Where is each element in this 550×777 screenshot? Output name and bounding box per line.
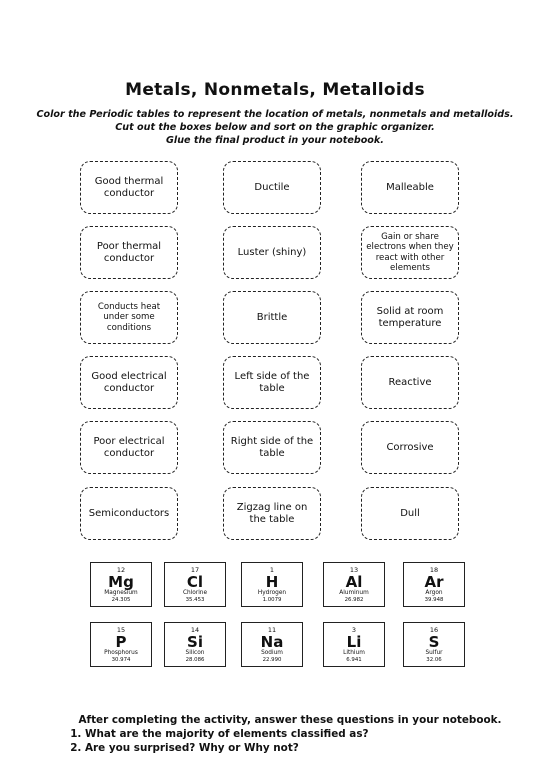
element-name: Phosphorus — [104, 650, 138, 656]
question-item: 1. What are the majority of elements classified as? — [85, 727, 550, 741]
element-name: Chlorine — [182, 590, 208, 596]
card-brittle[interactable]: Brittle — [223, 291, 321, 344]
element-mass: 32.06 — [426, 657, 442, 663]
card-conducts-heat-some-conditions[interactable]: Conducts heat under some conditions — [80, 291, 178, 344]
card-right-side-of-table[interactable]: Right side of the table — [223, 421, 321, 474]
element-tile-na[interactable] — [241, 622, 303, 667]
instruction-line-2: Cut out the boxes below and sort on the graphic organizer. — [115, 122, 435, 133]
element-mass: 22.990 — [262, 657, 282, 663]
element-symbol: Ar — [424, 573, 444, 591]
element-symbol: P — [115, 633, 127, 651]
element-symbol: H — [265, 573, 279, 591]
footer-lead: After completing the activity, answer these questions in your notebook. — [78, 714, 502, 726]
instruction-line-1: Color the Periodic tables to represent the location of metals, nonmetals and metalloids. — [36, 109, 514, 120]
element-name: Magnesium — [104, 590, 138, 596]
element-tile-ar[interactable] — [403, 562, 465, 607]
card-gain-or-share-electrons[interactable]: Gain or share electrons when they react with other elements — [361, 226, 459, 279]
element-number: 3 — [351, 626, 357, 634]
element-name: Lithium — [343, 650, 365, 656]
element-mass: 39.948 — [424, 597, 444, 603]
element-number: 18 — [429, 566, 439, 574]
element-number: 14 — [190, 626, 200, 634]
element-name: Hydrogen — [257, 590, 287, 596]
element-tile-li[interactable] — [323, 622, 385, 667]
card-corrosive[interactable]: Corrosive — [361, 421, 459, 474]
element-name: Sulfur — [425, 650, 443, 656]
element-name: Sodium — [261, 650, 283, 656]
element-mass: 28.086 — [185, 657, 205, 663]
footer-questions — [0, 713, 550, 755]
element-tile-h[interactable] — [241, 562, 303, 607]
element-tile-si[interactable] — [164, 622, 226, 667]
element-tile-p[interactable] — [90, 622, 152, 667]
page-title: Metals, Nonmetals, Metalloids — [125, 80, 425, 100]
card-poor-thermal-conductor[interactable]: Poor thermal conductor — [80, 226, 178, 279]
element-mass: 35.453 — [185, 597, 205, 603]
card-reactive[interactable]: Reactive — [361, 356, 459, 409]
element-name: Aluminum — [339, 590, 369, 596]
element-symbol: Na — [260, 633, 284, 651]
element-number: 16 — [429, 626, 439, 634]
element-symbol: Si — [187, 633, 203, 651]
card-good-thermal-conductor[interactable]: Good thermal conductor — [80, 161, 178, 214]
element-number: 1 — [269, 566, 275, 574]
element-mass: 24.305 — [111, 597, 131, 603]
element-number: 12 — [116, 566, 126, 574]
element-symbol: Cl — [186, 573, 204, 591]
card-solid-at-room-temperature[interactable]: Solid at room temperature — [361, 291, 459, 344]
element-number: 15 — [116, 626, 126, 634]
card-ductile[interactable]: Ductile — [223, 161, 321, 214]
element-mass: 1.0079 — [262, 597, 282, 603]
element-tile-mg[interactable] — [90, 562, 152, 607]
element-tile-al[interactable] — [323, 562, 385, 607]
element-tile-cl[interactable] — [164, 562, 226, 607]
element-name: Silicon — [185, 650, 205, 656]
element-name: Argon — [425, 590, 443, 596]
element-symbol: Li — [346, 633, 362, 651]
element-tile-s[interactable] — [403, 622, 465, 667]
element-symbol: S — [428, 633, 440, 651]
element-mass: 30.974 — [111, 657, 131, 663]
card-good-electrical-conductor[interactable]: Good electrical conductor — [80, 356, 178, 409]
element-number: 13 — [349, 566, 359, 574]
card-luster-shiny[interactable]: Luster (shiny) — [223, 226, 321, 279]
element-symbol: Mg — [108, 573, 134, 591]
element-symbol: Al — [345, 573, 363, 591]
card-left-side-of-table[interactable]: Left side of the table — [223, 356, 321, 409]
element-mass: 26.982 — [344, 597, 364, 603]
card-poor-electrical-conductor[interactable]: Poor electrical conductor — [80, 421, 178, 474]
question-list — [0, 727, 550, 755]
instruction-line-3: Glue the final product in your notebook. — [166, 135, 384, 146]
element-mass: 6.941 — [346, 657, 362, 663]
element-number: 11 — [267, 626, 277, 634]
card-dull[interactable]: Dull — [361, 487, 459, 540]
card-malleable[interactable]: Malleable — [361, 161, 459, 214]
element-number: 17 — [190, 566, 200, 574]
question-item: 2. Are you surprised? Why or Why not? — [85, 741, 550, 755]
card-zigzag-line[interactable]: Zigzag line on the table — [223, 487, 321, 540]
card-semiconductors[interactable]: Semiconductors — [80, 487, 178, 540]
